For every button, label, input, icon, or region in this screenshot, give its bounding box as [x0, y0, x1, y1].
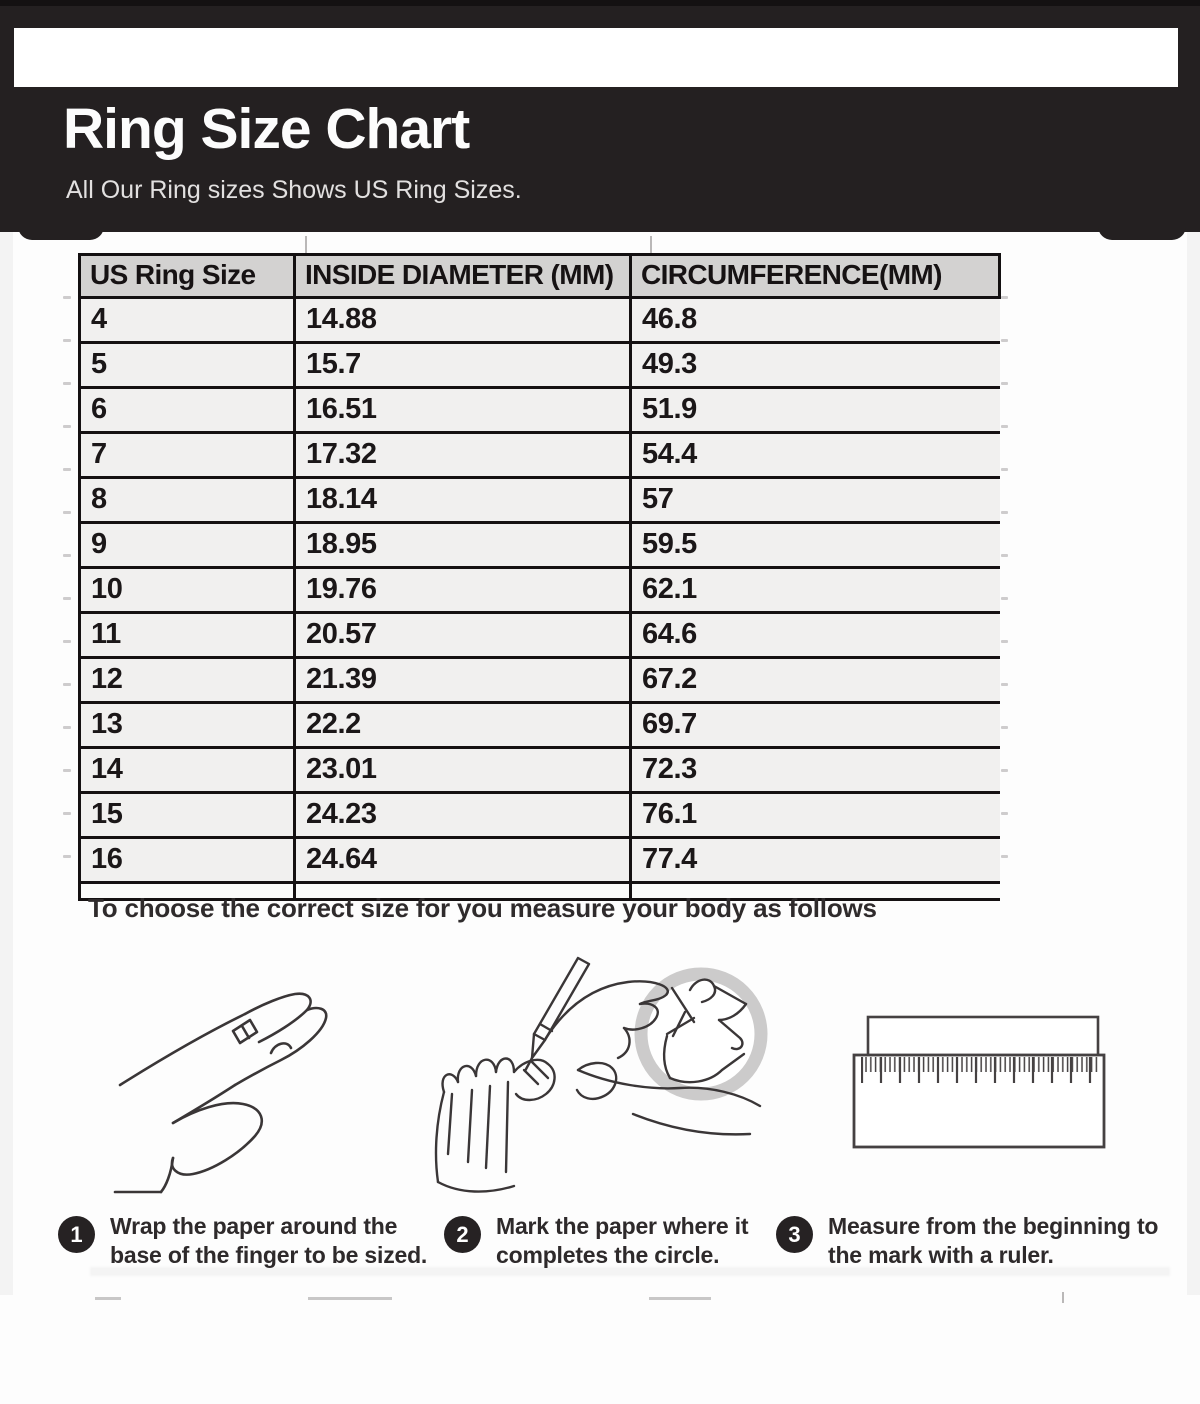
scan-artifact-tick	[63, 339, 71, 342]
step-2-line-2: completes the circle.	[496, 1242, 720, 1268]
step-1-line-1: Wrap the paper around the	[110, 1213, 398, 1239]
cell-inside-diameter: 14.88	[295, 298, 631, 343]
cell-circumference: 51.9	[631, 388, 1000, 433]
cell-us-ring-size: 16	[80, 838, 295, 883]
cell-us-ring-size: 10	[80, 568, 295, 613]
scan-artifact-tick	[1001, 726, 1008, 729]
scan-artifact-tick	[63, 812, 71, 815]
table-row	[80, 388, 1000, 433]
scan-artifact-tick	[1001, 296, 1008, 299]
magnifier-circle-icon	[641, 974, 761, 1094]
scan-artifact-tick	[1001, 382, 1008, 385]
cell-us-ring-size: 14	[80, 748, 295, 793]
scan-artifact-tick	[1001, 683, 1008, 686]
table-row	[80, 433, 1000, 478]
step-2	[444, 1212, 774, 1270]
mark-paper-with-pencil-illustration	[428, 942, 783, 1200]
table-row	[80, 343, 1000, 388]
cell-us-ring-size: 4	[80, 298, 295, 343]
cell-circumference: 69.7	[631, 703, 1000, 748]
header-banner	[0, 0, 1200, 232]
col-header-us-ring-size: US Ring Size	[80, 255, 295, 298]
cell-us-ring-size: 8	[80, 478, 295, 523]
cell-circumference: 57	[631, 478, 1000, 523]
ring-size-table	[78, 253, 1001, 901]
cell-us-ring-size: 15	[80, 793, 295, 838]
table-row	[80, 523, 1000, 568]
scan-edge-strip	[0, 232, 13, 1295]
ruler-fine-ticks	[861, 1057, 1098, 1072]
scan-artifact-tick	[1001, 339, 1008, 342]
header-top-strip	[0, 0, 1200, 6]
cell-inside-diameter: 16.51	[295, 388, 631, 433]
cell-inside-diameter: 19.76	[295, 568, 631, 613]
table-row	[80, 748, 1000, 793]
paper-strip-icon	[868, 1017, 1098, 1059]
cell-us-ring-size: 12	[80, 658, 295, 703]
cell-inside-diameter: 21.39	[295, 658, 631, 703]
page-title: Ring Size Chart	[63, 97, 470, 161]
banner-edge-bump	[18, 224, 104, 240]
scan-artifact-tick	[1001, 597, 1008, 600]
cell-circumference: 72.3	[631, 748, 1000, 793]
cell-inside-diameter: 18.14	[295, 478, 631, 523]
step-2-number-badge: 2	[444, 1216, 481, 1253]
ruler-measuring-illustration	[840, 995, 1130, 1160]
cell-us-ring-size: 7	[80, 433, 295, 478]
step-3-text	[828, 1212, 1186, 1270]
step-1	[58, 1212, 438, 1270]
scan-artifact-tick	[63, 511, 71, 514]
col-header-inside-diameter: INSIDE DIAMETER (MM)	[295, 255, 631, 298]
scan-artifact-stub	[305, 236, 307, 253]
cell-circumference: 77.4	[631, 838, 1000, 883]
scan-artifact-tick	[63, 554, 71, 557]
col-header-circumference: CIRCUMFERENCE(MM)	[631, 255, 1000, 298]
scan-artifact-tick	[63, 726, 71, 729]
table-row	[80, 298, 1000, 343]
cell-inside-diameter: 24.23	[295, 793, 631, 838]
table-header-row	[80, 255, 1000, 298]
scan-artifact-tick	[63, 855, 71, 858]
table-row	[80, 613, 1000, 658]
cell-us-ring-size: 13	[80, 703, 295, 748]
scan-dashes	[1062, 1292, 1064, 1303]
page-subtitle: All Our Ring sizes Shows US Ring Sizes.	[66, 176, 522, 204]
cell-us-ring-size: 9	[80, 523, 295, 568]
cell-inside-diameter: 23.01	[295, 748, 631, 793]
scan-artifact-tick	[63, 468, 71, 471]
scan-artifact-stub	[650, 236, 652, 253]
scan-ghost-band	[90, 1267, 1170, 1276]
scan-dashes	[308, 1297, 392, 1300]
cell-inside-diameter: 17.32	[295, 433, 631, 478]
instructions-intro: To choose the correct size for you measure your body as follows	[88, 893, 877, 923]
scan-artifact-tick	[63, 683, 71, 686]
size-table-body	[80, 298, 1000, 883]
table-row	[80, 658, 1000, 703]
scan-artifact-tick	[1001, 425, 1008, 428]
cell-circumference: 49.3	[631, 343, 1000, 388]
cell-inside-diameter: 18.95	[295, 523, 631, 568]
hand-with-paper-strip-illustration	[95, 958, 375, 1203]
scan-dashes	[95, 1297, 121, 1300]
scan-edge-strip	[1187, 232, 1200, 1295]
cell-us-ring-size: 5	[80, 343, 295, 388]
cell-circumference: 76.1	[631, 793, 1000, 838]
scan-artifact-tick	[1001, 511, 1008, 514]
cell-circumference: 46.8	[631, 298, 1000, 343]
table-row	[80, 703, 1000, 748]
step-3-number-badge: 3	[776, 1216, 813, 1253]
step-1-number-badge: 1	[58, 1216, 95, 1253]
cell-inside-diameter: 22.2	[295, 703, 631, 748]
cell-us-ring-size: 11	[80, 613, 295, 658]
step-2-text	[496, 1212, 774, 1270]
cell-circumference: 62.1	[631, 568, 1000, 613]
table-row	[80, 793, 1000, 838]
scan-artifact-tick	[63, 296, 71, 299]
step-3-line-1: Measure from the beginning to	[828, 1213, 1159, 1239]
step-3-line-2: the mark with a ruler.	[828, 1242, 1054, 1268]
scan-artifact-tick	[63, 382, 71, 385]
banner-edge-bump	[1098, 224, 1186, 240]
scan-artifact-tick	[63, 769, 71, 772]
scan-artifact-tick	[1001, 468, 1008, 471]
step-2-line-1: Mark the paper where it	[496, 1213, 749, 1239]
scan-dashes	[649, 1297, 711, 1300]
cell-circumference: 64.6	[631, 613, 1000, 658]
cell-us-ring-size: 6	[80, 388, 295, 433]
scan-artifact-tick	[63, 597, 71, 600]
table-row	[80, 568, 1000, 613]
step-1-text	[110, 1212, 438, 1270]
step-3	[776, 1212, 1186, 1270]
scan-artifact-tick	[63, 425, 71, 428]
cell-circumference: 54.4	[631, 433, 1000, 478]
header-white-stripe	[14, 28, 1178, 87]
cell-inside-diameter: 20.57	[295, 613, 631, 658]
scan-artifact-tick	[63, 640, 71, 643]
cell-inside-diameter: 24.64	[295, 838, 631, 883]
cell-circumference: 67.2	[631, 658, 1000, 703]
scan-artifact-tick	[1001, 812, 1008, 815]
scan-artifact-tick	[1001, 640, 1008, 643]
table-row	[80, 838, 1000, 883]
scan-artifact-tick	[1001, 769, 1008, 772]
cell-circumference: 59.5	[631, 523, 1000, 568]
step-1-line-2: base of the finger to be sized.	[110, 1242, 428, 1268]
scan-artifact-tick	[1001, 554, 1008, 557]
scan-artifact-tick	[1001, 855, 1008, 858]
cell-inside-diameter: 15.7	[295, 343, 631, 388]
table-row	[80, 478, 1000, 523]
